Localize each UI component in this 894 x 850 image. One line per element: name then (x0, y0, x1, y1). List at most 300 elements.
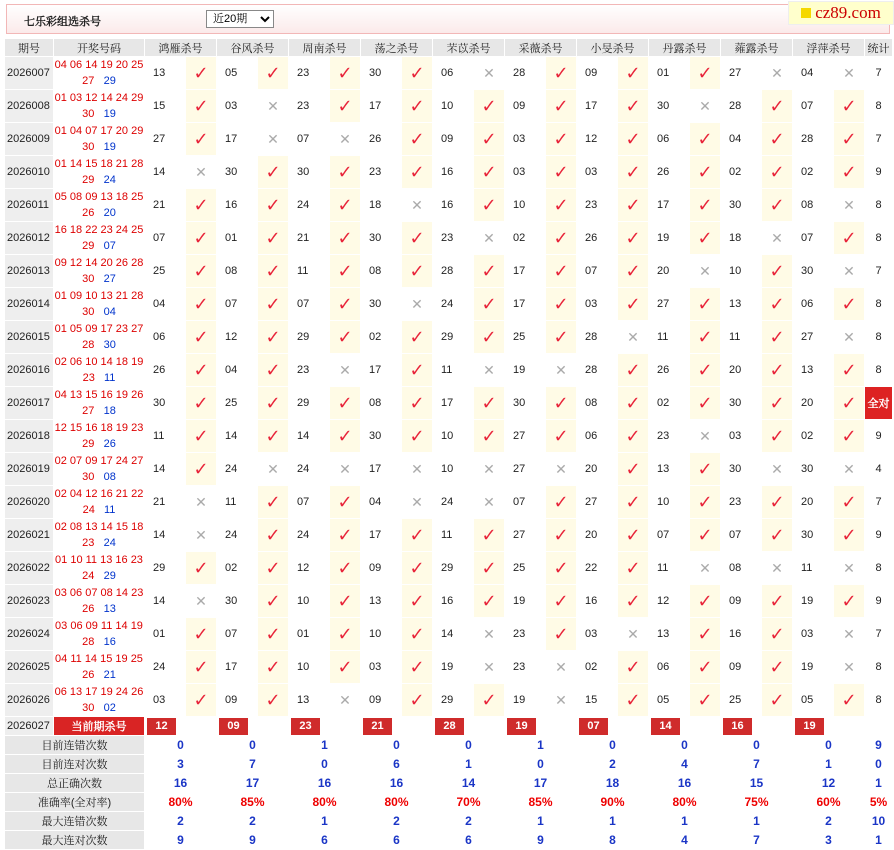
check-icon: ✓ (553, 227, 569, 248)
kill-number: 12 (649, 585, 689, 617)
check-icon: ✓ (193, 623, 209, 644)
kill-number: 10 (721, 255, 761, 287)
draw-numbers-line1: 02 07 09 17 24 27 (54, 455, 144, 467)
check-icon: ✓ (769, 590, 785, 611)
check-icon: ✓ (265, 491, 281, 512)
check-icon: ✓ (625, 557, 641, 578)
result-cell (330, 123, 360, 155)
result-cell (258, 255, 288, 287)
check-icon: ✓ (265, 392, 281, 413)
special-number: 04 (103, 306, 116, 318)
kill-number: 27 (145, 123, 185, 155)
cross-icon: ✕ (843, 196, 855, 213)
kill-number: 26 (577, 222, 617, 254)
kill-number: 14 (289, 420, 329, 452)
current-pick-badge: 28 (435, 718, 464, 735)
draw-number-last-main: 30 (82, 108, 95, 120)
kill-number: 08 (361, 255, 401, 287)
result-cell (834, 684, 864, 716)
result-cell (618, 354, 648, 386)
result-cell (762, 354, 792, 386)
header-stat: 统计 (865, 39, 892, 56)
summary-value: 6 (433, 831, 504, 849)
current-kill-label: 当前期杀号 (54, 717, 144, 735)
draw-numbers-line2 (54, 469, 144, 485)
kill-number: 05 (793, 684, 833, 716)
kill-number: 06 (433, 57, 473, 89)
kill-number: 07 (649, 519, 689, 551)
stat-cell: 9 (865, 156, 892, 188)
kill-number: 22 (577, 552, 617, 584)
table-row (5, 552, 892, 584)
table-row (5, 585, 892, 617)
result-cell (402, 552, 432, 584)
kill-number: 20 (793, 387, 833, 419)
cross-icon: ✕ (339, 361, 351, 378)
cross-icon: ✕ (843, 625, 855, 642)
check-icon: ✓ (193, 227, 209, 248)
check-icon: ✓ (769, 293, 785, 314)
result-cell (330, 222, 360, 254)
check-icon: ✓ (769, 359, 785, 380)
header-expert: 荡之杀号 (361, 39, 432, 56)
draw-numbers-cell (54, 222, 144, 254)
cross-icon: ✕ (699, 559, 711, 576)
check-icon: ✓ (625, 656, 641, 677)
kill-number: 07 (217, 288, 257, 320)
table-row (5, 222, 892, 254)
table-row (5, 453, 892, 485)
cross-icon: ✕ (699, 262, 711, 279)
result-cell (186, 618, 216, 650)
check-icon: ✓ (697, 689, 713, 710)
result-cell (690, 156, 720, 188)
check-icon: ✓ (841, 590, 857, 611)
result-cell (618, 156, 648, 188)
kill-number: 10 (433, 420, 473, 452)
special-number: 19 (103, 141, 116, 153)
draw-numbers-line2 (54, 403, 144, 419)
check-icon: ✓ (625, 95, 641, 116)
check-icon: ✓ (481, 293, 497, 314)
result-cell (546, 585, 576, 617)
kill-number: 01 (649, 57, 689, 89)
summary-value: 0 (577, 736, 648, 754)
kill-number: 09 (721, 585, 761, 617)
result-cell (330, 519, 360, 551)
kill-number: 07 (217, 618, 257, 650)
kill-number: 13 (289, 684, 329, 716)
check-icon: ✓ (697, 656, 713, 677)
result-cell (186, 222, 216, 254)
draw-numbers-line2 (54, 601, 144, 617)
result-cell (834, 288, 864, 320)
result-cell (690, 354, 720, 386)
kill-number: 30 (361, 222, 401, 254)
cross-icon: ✕ (483, 625, 495, 642)
result-cell (402, 189, 432, 221)
summary-value: 7 (217, 755, 288, 773)
kill-number: 14 (217, 420, 257, 452)
result-cell (834, 552, 864, 584)
result-cell (762, 189, 792, 221)
check-icon: ✓ (769, 392, 785, 413)
result-cell (618, 222, 648, 254)
kill-number: 26 (649, 354, 689, 386)
result-cell (186, 354, 216, 386)
current-pick-cell (433, 717, 504, 735)
result-cell (690, 684, 720, 716)
summary-row (5, 831, 892, 849)
result-cell (618, 123, 648, 155)
kill-number: 24 (217, 519, 257, 551)
summary-value: 1 (793, 755, 864, 773)
summary-row (5, 736, 892, 754)
check-icon: ✓ (409, 524, 425, 545)
stat-cell: 9 (865, 519, 892, 551)
kill-number: 01 (145, 618, 185, 650)
check-icon: ✓ (481, 590, 497, 611)
cross-icon: ✕ (771, 460, 783, 477)
kill-number: 29 (433, 321, 473, 353)
result-cell (834, 123, 864, 155)
result-cell (330, 618, 360, 650)
result-cell (762, 684, 792, 716)
result-cell (834, 156, 864, 188)
result-cell (690, 90, 720, 122)
summary-label: 最大连错次数 (5, 812, 144, 830)
check-icon: ✓ (625, 359, 641, 380)
draw-numbers-cell (54, 486, 144, 518)
kill-number: 04 (217, 354, 257, 386)
summary-value: 16 (361, 774, 432, 792)
kill-number: 30 (505, 387, 545, 419)
current-pick-badge: 21 (363, 718, 392, 735)
check-icon: ✓ (481, 392, 497, 413)
result-cell (690, 57, 720, 89)
result-cell (834, 354, 864, 386)
table-row (5, 123, 892, 155)
kill-number: 26 (145, 354, 185, 386)
draw-numbers-line1: 06 13 17 19 24 26 (54, 686, 144, 698)
cross-icon: ✕ (195, 592, 207, 609)
stat-cell: 7 (865, 123, 892, 155)
kill-number: 17 (217, 651, 257, 683)
draw-numbers-line2 (54, 139, 144, 155)
draw-number-last-main: 29 (82, 174, 95, 186)
kill-number: 04 (721, 123, 761, 155)
summary-value: 80% (361, 793, 432, 811)
draw-numbers-line2 (54, 502, 144, 518)
check-icon: ✓ (409, 326, 425, 347)
kill-number: 25 (505, 321, 545, 353)
kill-number: 19 (505, 684, 545, 716)
kill-number: 11 (793, 552, 833, 584)
table-row (5, 519, 892, 551)
cross-icon: ✕ (843, 64, 855, 81)
kill-number: 17 (361, 354, 401, 386)
special-number: 20 (103, 207, 116, 219)
cross-icon: ✕ (555, 361, 567, 378)
check-icon: ✓ (409, 689, 425, 710)
check-icon: ✓ (625, 491, 641, 512)
check-icon: ✓ (553, 194, 569, 215)
header-expert: 谷风杀号 (217, 39, 288, 56)
summary-value: 1 (505, 812, 576, 830)
result-cell (186, 453, 216, 485)
period-cell: 2026021 (5, 519, 53, 551)
current-pick-badge: 16 (723, 718, 752, 735)
kill-number: 13 (649, 453, 689, 485)
draw-number-last-main: 28 (82, 339, 95, 351)
kill-number: 14 (145, 156, 185, 188)
draw-numbers-cell (54, 123, 144, 155)
result-cell (402, 453, 432, 485)
kill-number: 16 (721, 618, 761, 650)
draw-number-last-main: 29 (82, 438, 95, 450)
kill-number: 07 (289, 288, 329, 320)
kill-number: 26 (649, 156, 689, 188)
check-icon: ✓ (697, 590, 713, 611)
check-icon: ✓ (337, 194, 353, 215)
draw-number-last-main: 26 (82, 669, 95, 681)
stat-cell: 7 (865, 486, 892, 518)
result-cell (618, 486, 648, 518)
kill-number: 02 (793, 156, 833, 188)
result-cell (474, 354, 504, 386)
check-icon: ✓ (193, 62, 209, 83)
result-cell (834, 189, 864, 221)
result-cell (762, 387, 792, 419)
kill-number: 16 (433, 189, 473, 221)
check-icon: ✓ (697, 326, 713, 347)
special-number: 30 (103, 339, 116, 351)
kill-number: 03 (505, 156, 545, 188)
period-cell: 2026009 (5, 123, 53, 155)
kill-number: 27 (505, 519, 545, 551)
draw-number-last-main: 29 (82, 240, 95, 252)
check-icon: ✓ (841, 359, 857, 380)
result-cell (258, 90, 288, 122)
kill-number: 05 (217, 57, 257, 89)
result-cell (330, 57, 360, 89)
check-icon: ✓ (193, 689, 209, 710)
kill-number: 17 (361, 519, 401, 551)
result-cell (258, 189, 288, 221)
kill-number: 06 (649, 651, 689, 683)
special-number: 02 (103, 702, 116, 714)
result-cell (402, 321, 432, 353)
draw-numbers-cell (54, 321, 144, 353)
result-cell (618, 90, 648, 122)
kill-number: 02 (217, 552, 257, 584)
kill-number: 17 (505, 288, 545, 320)
draw-numbers-cell (54, 255, 144, 287)
table-row (5, 354, 892, 386)
check-icon: ✓ (337, 227, 353, 248)
draw-numbers-line2 (54, 271, 144, 287)
check-icon: ✓ (841, 392, 857, 413)
check-icon: ✓ (625, 590, 641, 611)
check-icon: ✓ (625, 128, 641, 149)
check-icon: ✓ (481, 326, 497, 347)
draw-numbers-line2 (54, 436, 144, 452)
check-icon: ✓ (193, 260, 209, 281)
stat-cell: 7 (865, 57, 892, 89)
summary-value: 18 (577, 774, 648, 792)
kill-number: 19 (433, 651, 473, 683)
kill-number: 30 (217, 156, 257, 188)
cross-icon: ✕ (483, 361, 495, 378)
check-icon: ✓ (409, 623, 425, 644)
check-icon: ✓ (769, 491, 785, 512)
kill-number: 16 (577, 585, 617, 617)
kill-number: 28 (505, 57, 545, 89)
check-icon: ✓ (193, 392, 209, 413)
draw-number-last-main: 27 (82, 405, 95, 417)
kill-number: 29 (433, 552, 473, 584)
kill-number: 04 (361, 486, 401, 518)
result-cell (258, 222, 288, 254)
summary-value: 2 (145, 812, 216, 830)
result-cell (834, 486, 864, 518)
check-icon: ✓ (769, 326, 785, 347)
result-cell (330, 651, 360, 683)
result-cell (546, 486, 576, 518)
draw-numbers-line2 (54, 700, 144, 716)
stat-cell: 9 (865, 420, 892, 452)
result-cell (474, 651, 504, 683)
check-icon: ✓ (337, 524, 353, 545)
cross-icon: ✕ (555, 460, 567, 477)
kill-number: 23 (361, 156, 401, 188)
period-cell: 2026023 (5, 585, 53, 617)
period-range-select[interactable] (206, 10, 274, 28)
result-cell (834, 618, 864, 650)
kill-number: 27 (505, 453, 545, 485)
draw-number-last-main: 30 (82, 141, 95, 153)
table-row (5, 651, 892, 683)
page-title: 七乐彩组选杀号 (24, 16, 101, 28)
summary-value: 0 (145, 736, 216, 754)
table-row (5, 90, 892, 122)
summary-value: 1 (289, 736, 360, 754)
summary-value: 6 (361, 831, 432, 849)
result-cell (834, 57, 864, 89)
check-icon: ✓ (193, 95, 209, 116)
draw-numbers-line2 (54, 370, 144, 386)
summary-value: 17 (505, 774, 576, 792)
result-cell (834, 585, 864, 617)
kill-number: 17 (433, 387, 473, 419)
draw-number-last-main: 26 (82, 207, 95, 219)
kill-number: 16 (217, 189, 257, 221)
result-cell (546, 90, 576, 122)
check-icon: ✓ (697, 128, 713, 149)
summary-value: 80% (289, 793, 360, 811)
cross-icon: ✕ (627, 328, 639, 345)
summary-value: 17 (217, 774, 288, 792)
check-icon: ✓ (337, 425, 353, 446)
summary-value: 60% (793, 793, 864, 811)
result-cell (330, 453, 360, 485)
special-number: 11 (104, 504, 116, 516)
check-icon: ✓ (193, 656, 209, 677)
kill-number: 09 (361, 552, 401, 584)
check-icon: ✓ (841, 161, 857, 182)
summary-value: 75% (721, 793, 792, 811)
check-icon: ✓ (697, 293, 713, 314)
result-cell (474, 684, 504, 716)
kill-number: 06 (145, 321, 185, 353)
kill-number: 07 (793, 222, 833, 254)
kill-number: 23 (505, 618, 545, 650)
special-number: 24 (103, 537, 116, 549)
check-icon: ✓ (697, 161, 713, 182)
draw-numbers-line1: 09 12 14 20 26 28 (54, 257, 144, 269)
special-number: 29 (103, 75, 116, 87)
result-cell (546, 453, 576, 485)
kill-number: 26 (361, 123, 401, 155)
result-cell (690, 486, 720, 518)
site-logo[interactable] (788, 1, 894, 25)
result-cell (258, 519, 288, 551)
check-icon: ✓ (409, 128, 425, 149)
check-icon: ✓ (337, 326, 353, 347)
current-period-row (5, 717, 892, 735)
draw-numbers-line1: 03 06 07 08 14 23 (54, 587, 144, 599)
result-cell (402, 123, 432, 155)
kill-number: 24 (289, 519, 329, 551)
result-cell (618, 255, 648, 287)
summary-value: 0 (721, 736, 792, 754)
result-cell (474, 321, 504, 353)
draw-numbers-cell (54, 519, 144, 551)
kill-number: 24 (289, 453, 329, 485)
check-icon: ✓ (553, 326, 569, 347)
check-icon: ✓ (553, 623, 569, 644)
check-icon: ✓ (337, 623, 353, 644)
summary-value: 15 (721, 774, 792, 792)
result-cell (834, 519, 864, 551)
kill-number: 25 (505, 552, 545, 584)
check-icon: ✓ (265, 590, 281, 611)
result-cell (762, 288, 792, 320)
check-icon: ✓ (841, 293, 857, 314)
check-icon: ✓ (409, 590, 425, 611)
summary-value: 2 (577, 755, 648, 773)
cross-icon: ✕ (411, 493, 423, 510)
summary-value: 90% (577, 793, 648, 811)
check-icon: ✓ (697, 392, 713, 413)
kill-number: 02 (721, 156, 761, 188)
table-row (5, 387, 892, 419)
kill-number: 14 (145, 519, 185, 551)
draw-numbers-line1: 05 08 09 13 18 25 (54, 191, 144, 203)
period-cell: 2026017 (5, 387, 53, 419)
kill-number: 29 (433, 684, 473, 716)
result-cell (546, 321, 576, 353)
period-cell: 2026012 (5, 222, 53, 254)
check-icon: ✓ (265, 293, 281, 314)
kill-number: 11 (289, 255, 329, 287)
summary-value: 4 (649, 755, 720, 773)
kill-number: 11 (721, 321, 761, 353)
result-cell (258, 387, 288, 419)
check-icon: ✓ (553, 62, 569, 83)
summary-value: 8 (577, 831, 648, 849)
check-icon: ✓ (769, 95, 785, 116)
